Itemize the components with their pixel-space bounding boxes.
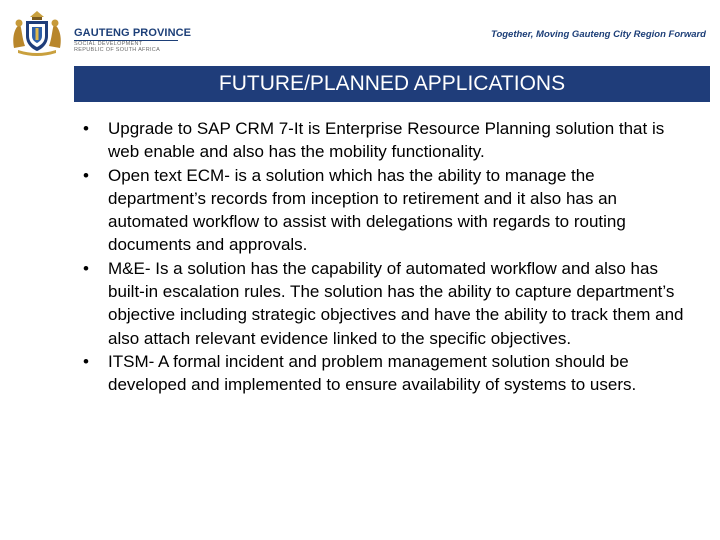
bullet-item	[82, 350, 697, 397]
bullet-list	[82, 117, 697, 397]
bullet-item	[82, 257, 697, 350]
coat-of-arms-icon	[8, 8, 66, 56]
slide-title: FUTURE/PLANNED APPLICATIONS	[74, 66, 710, 102]
bullet-icon: •	[83, 351, 89, 371]
tagline: Together, Moving Gauteng City Region Forward	[491, 29, 706, 40]
bullet-icon: •	[83, 119, 89, 138]
org-country: REPUBLIC OF SOUTH AFRICA	[74, 47, 161, 53]
bullet-icon: •	[83, 165, 89, 185]
organization-logo-text	[74, 27, 191, 53]
bullet-text: ITSM- A formal incident and problem management solution should be developed and implemented to ensure availability of systems to users.	[108, 351, 637, 395]
org-department: SOCIAL DEVELOPMENT	[74, 41, 143, 47]
bullet-icon: •	[83, 258, 89, 278]
bullet-text: M&E- Is a solution has the capability of automated workflow and also has built-in escalation rules. The solution has the ability to capture department’s objective including strategic objectives and have the ability to track them and also attach relevant evidence linked to the specific objectives.	[108, 258, 684, 348]
bullet-item	[82, 117, 697, 164]
bullet-text: Upgrade to SAP CRM 7-It is Enterprise Resource Planning solution that is web enable and also has the mobility functionality.	[108, 119, 665, 162]
org-name: GAUTENG PROVINCE	[74, 27, 192, 39]
bullet-item	[82, 164, 697, 257]
slide-body	[82, 117, 697, 397]
bullet-text: Open text ECM- is a solution which has the ability to manage the department’s records from inception to retirement and it also has an automated workflow to assist with delegations with regards to routing documents and approvals.	[108, 165, 626, 255]
slide-header	[0, 0, 720, 62]
